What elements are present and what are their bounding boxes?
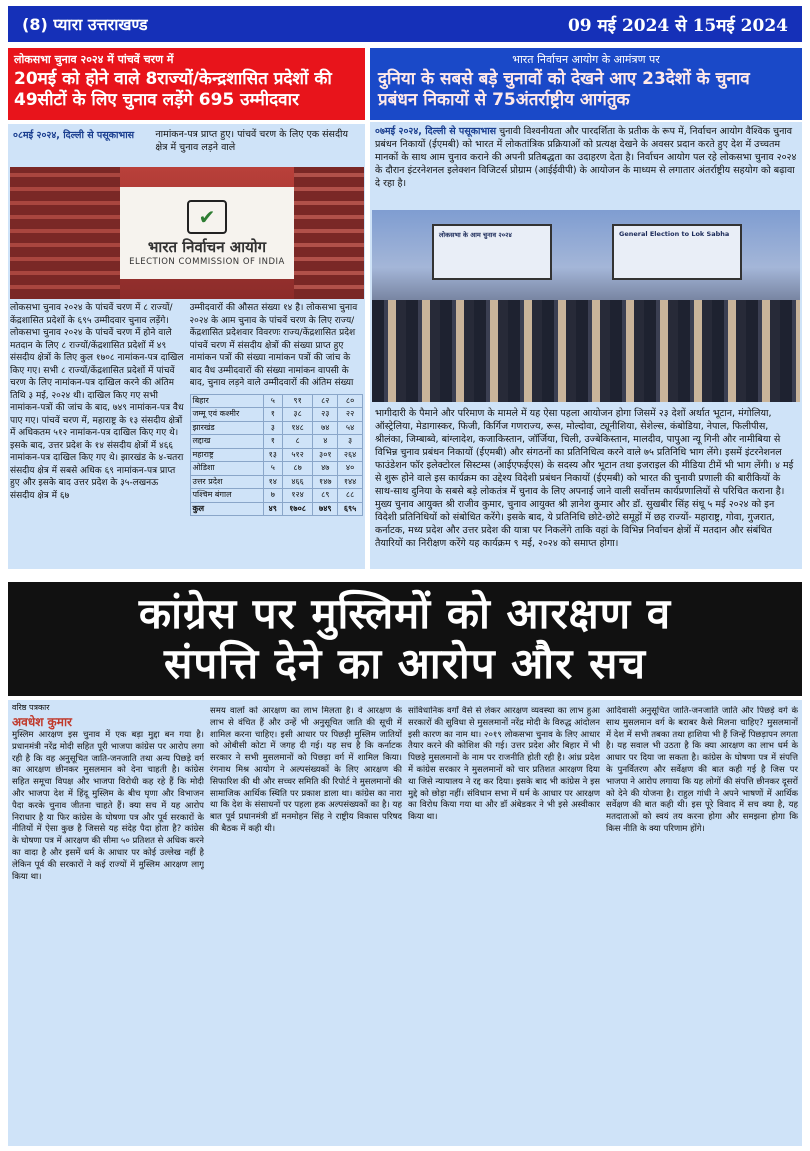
delegates-crowd (372, 300, 800, 402)
table-cell: कुल (190, 502, 263, 516)
table-cell: ८२ (313, 394, 338, 408)
building-left (10, 167, 120, 299)
right-intro-block (370, 122, 802, 193)
left-article-body (10, 302, 363, 568)
table-cell: ३ (338, 435, 363, 449)
ballot-icon: ✔ (187, 200, 227, 234)
table-cell: बिहार (190, 394, 263, 408)
table-row (190, 489, 363, 503)
table-cell: ५ (263, 462, 282, 476)
screen-left-text: लोकसभा के आम चुनाव २०२४ (439, 231, 512, 239)
page-label: (8) प्यारा उत्तराखण्ड (22, 15, 148, 34)
table-cell: ओडिशा (190, 462, 263, 476)
table-cell: ८ (282, 435, 313, 449)
right-headline-banner (370, 48, 802, 120)
main-headline-line1: कांग्रेस पर मुस्लिमों को आरक्षण व (138, 589, 672, 638)
left-kicker: लोकसभा चुनाव २०२४ में पांचवें चरण में (14, 53, 174, 66)
table-cell: १३ (263, 448, 282, 462)
table-cell: १४७ (313, 475, 338, 489)
delegates-group-photo (372, 210, 800, 402)
left-body-col1: लोकसभा चुनाव २०२४ के पांचवें चरण में ८ राज्यों/केंद्रशासित प्रदेशों के ६९५ उम्मीदवार चुनाव लड़ेंगे। लोकसभा चुनाव २०२४ के पांचवें चरण में होने वाले मतदान के लिए ८ राज्यों/केंद्रशासित प्रदेशों में ४९ संसदीय क्षेत्रों के लिए कुल १७०८ नामांकन-पत्र दाखिल किए गए। सभी ८ राज्यों/केंद्रशासित प्रदेशों में पांचवें चरण के लिए नामांकन-पत्र दाखिल करने की अंतिम तिथि ३ मई, २०२४ थी। दाखिल किए गए सभी नामांकन-पत्रों की जांच के बाद, ७४९ नामांकन-पत्र वैध पाए गए। पांचवें चरण में, महाराष्ट्र के १३ संसदीय क्षेत्रों में अधिकतम ५१२ नामांकन-पत्र दाखिल किए गए थे। इसके बाद, उत्तर प्रदेश के १४ संसदीय क्षेत्रों में ४६६ नामांकन-पत्र दाखिल किए गए थे। झारखंड के ४-चतरा संसदीय क्षेत्र में सबसे अधिक ६९ नामांकन-पत्र प्राप्त हुए और इसके बाद उत्तर प्रदेश के ३५-लखनऊ संसदीय क्षेत्र में ६७ (10, 303, 184, 501)
table-cell: ३०१ (313, 448, 338, 462)
table-cell: १ (263, 408, 282, 422)
table-row (190, 408, 363, 422)
eci-building-photo (10, 167, 364, 299)
table-cell: ९१ (282, 394, 313, 408)
table-cell: ८० (338, 394, 363, 408)
author-role: वरिष्ठ पत्रकार (12, 703, 50, 712)
author-name: अवधेश कुमार (12, 715, 72, 729)
author-byline (12, 702, 72, 730)
building-right (294, 167, 364, 299)
left-headline: 20मई को होने वाले 8राज्यों/केन्द्रशासित प्रदेशों की 49सीटों के लिए चुनाव लड़ेंगे 695 उम्मीदवार (14, 69, 332, 110)
issue-date: 09 मई 2024 से 15मई 2024 (567, 15, 788, 36)
eci-signboard (120, 187, 294, 279)
opinion-col3: सांविधानिक वर्गों वैसे से लेकर आरक्षण व्यवस्था का लाभ हुआ सरकारों की सुविधा से मुसलमानों नरेंद्र मोदी के विरुद्ध आंदोलन इसी कारण का नाम था। २०१९ लोकसभा चुनाव के लिए आधार तैयार करने की कोशिश की गई। उत्तर प्रदेश और बिहार में भी पिछड़े मुसलमानों के नाम पर राजनीति होती रही है। आंध्र प्रदेश में कांग्रेस सरकार ने मुसलमानों को चार प्रतिशत आरक्षण दिया था जिसे न्यायालय ने रद्द कर दिया। इसके बाद भी कांग्रेस ने इस मुद्दे को छोड़ा नहीं। संविधान सभा में धर्म के आधार पर आरक्षण का विरोध किया गया था और डॉ अंबेडकर ने भी इसे अस्वीकार किया था। (408, 706, 600, 823)
table-row (190, 502, 363, 516)
table-cell: ३८ (282, 408, 313, 422)
screen-right-text: General Election to Lok Sabha (619, 230, 730, 238)
table-row (190, 435, 363, 449)
left-body-col2 (190, 302, 364, 568)
table-cell: ४ (313, 435, 338, 449)
table-cell: ५४ (338, 421, 363, 435)
left-body-col2-text: उम्मीदवारों की औसत संख्या १४ है। लोकसभा चुनाव २०२४ के आम चुनाव के पांचवें चरण के लिए राज्य/केंद्रशासित प्रदेशवार विवरणः राज्य/केंद्रशासित प्रदेश पांचवें चरण में संसदीय क्षेत्रों की संख्या प्राप्त हुए नामांकन पत्रों की संख्या नामांकन पत्रों की जांच के बाद वैध उम्मीदवारों की संख्या नामांकन वापसी के बाद, चुनाव लड़ने वाले उम्मीदवारों की अंतिम संख्या (189, 303, 358, 388)
left-dateline: ०८मई २०२४, दिल्ली से पसूकाभास (13, 130, 135, 141)
stage-screen-right (612, 224, 742, 280)
table-cell: ५१२ (282, 448, 313, 462)
table-cell: १२४ (282, 489, 313, 503)
left-intro: नामांकन-पत्र प्राप्त हुए। पांचवें चरण के लिए एक संसदीय क्षेत्र में चुनाव लड़ने वाले (155, 129, 348, 153)
table-cell: पश्चिम बंगाल (190, 489, 263, 503)
right-body: भागीदारी के पैमाने और परिमाण के मामले में यह ऐसा पहला आयोजन होगा जिसमें २३ देशों अर्थात भूटान, मंगोलिया, ऑस्ट्रेलिया, मेडागास्कर, फिजी, किर्गिज गणराज्य, रूस, मोल्दोवा, ट्यूनीशिया, सेशेल्स, कंबोडिया, नेपाल, फिलीपीस, श्रीलंका, जिम्बाब्वे, बांग्लादेश, कजाकिस्तान, जॉर्जिया, चिली, उज्बेकिस्तान, मालदीव, पापुआ न्यू गिनी और नामीबिया से विभिन्न चुनाव प्रबंधन निकायों (ईएमबी) और संगठनों का प्रतिनिधित्व करने वाले ७५ प्रतिनिधि भाग लेंगे। इसमें इंटरनेशनल फाउंडेशन फॉर इलेक्टोरल सिस्टम्स (आईएफईएस) के सदस्य और भूटान तथा इजराइल की मीडिया टीमें भी भाग लेंगी। ४ मई से शुरू होने वाले इस कार्यक्रम का उद्देश्य विदेशी प्रबंधन निकायों (ईएमबी) को भारत की चुनावी प्रणाली की बारीकियों के साथ-साथ दुनिया के सबसे बड़े लोकतंत्र में चुनाव के लिए अपनाई जाने वाली सर्वोत्तम कार्यप्रणालियों से परिचित कराना है। मुख्य चुनाव आयुक्त श्री राजीव कुमार, चुनाव आयुक्त श्री ज्ञानेश कुमार और डॉ. सुखबीर सिंह संधू ५ मई २०२४ को इन विदेशी प्रतिनिधियों को संबोधित करेंगे। इसके बाद, ये प्रतिनिधि छोटे-छोटे समूहों में छह राज्यों- महाराष्ट्र, गोवा, गुजरात, कर्नाटक, मध्य प्रदेश और उत्तर प्रदेश की यात्रा पर निकलेंगे ताकि वहां के विभिन्न निर्वाचन क्षेत्रों में मतदान और संबंधित तैयारियों का निरीक्षण करेंगे यह कार्यक्रम ९ मई, २०२४ को समाप्त होगा। (375, 408, 794, 549)
right-intro: चुनावी विश्वनीयता और पारदर्शिता के प्रतीक के रूप में, निर्वाचन आयोग वैश्विक चुनाव प्रबंधन निकायों (ईएमबी) को भारत में लोकतांत्रिक प्रक्रियाओं को प्रत्यक्ष देखने के अवसर प्रदान करते हुए देश में उच्चतम मानकों के साथ आम चुनाव कराने की अपनी प्रतिबद्धता का उदाहरण देता है। निर्वाचन आयोग पल रहे लोकसभा चुनाव २०२४ के दौरान इंटरनेशनल इलेक्शन विजिटर्स प्रोग्राम (आईईवीपी) के आयोजन के माध्यम से लगातार अंतर्राष्ट्रीय सहयोग को बढ़ावा दे रहा है। (375, 126, 797, 189)
eci-title-hindi: भारत निर्वाचन आयोग (147, 237, 267, 256)
table-cell: १४८ (282, 421, 313, 435)
table-cell: ४६६ (282, 475, 313, 489)
main-headline-banner (8, 582, 802, 696)
table-cell: २२ (338, 408, 363, 422)
table-row (190, 421, 363, 435)
opinion-article (8, 700, 802, 1146)
table-row (190, 475, 363, 489)
opinion-col2: समय वालों को आरक्षण का लाभ मिलता है। वे आरक्षण के लाभ से वंचित हैं और उन्हें भी अनुसूचित जाति की सूची में शामिल करना चाहिए। इसी आधार पर पिछड़ी मुस्लिम जातियों को ओबीसी कोटा में जगह दी गई। यह सच है कि कर्नाटक सरकार ने सभी मुसलमानों को पिछड़ा वर्ग में शामिल किया। रंगनाथ मिश्र आयोग ने अल्पसंख्यकों के लिए आरक्षण की सिफारिश की थी और सच्चर समिति की रिपोर्ट ने मुसलमानों की सामाजिक आर्थिक स्थिति पर प्रकाश डाला था। कांग्रेस का नारा था कि देश के संसाधनों पर पहला हक अल्पसंख्यकों का है। यह बात पूर्व प्रधानमंत्री डॉ मनमोहन सिंह ने राष्ट्रीय विकास परिषद की बैठक में कही थी। (210, 706, 402, 834)
table-cell: २३ (313, 408, 338, 422)
table-cell: ५ (263, 394, 282, 408)
table-cell: ७४ (313, 421, 338, 435)
table-cell: ४७ (313, 462, 338, 476)
table-cell: १७०८ (282, 502, 313, 516)
table-cell: झारखंड (190, 421, 263, 435)
right-kicker: भारत निर्वाचन आयोग के आमंत्रण पर (512, 53, 660, 66)
table-cell: ८९ (313, 489, 338, 503)
table-cell: ८७ (282, 462, 313, 476)
table-row (190, 394, 363, 408)
table-cell: उत्तर प्रदेश (190, 475, 263, 489)
table-cell: १४४ (338, 475, 363, 489)
table-row (190, 448, 363, 462)
table-cell: जम्मू एवं कश्मीर (190, 408, 263, 422)
left-headline-banner (8, 48, 365, 120)
main-headline-line2: संपत्ति देने का आरोप और सच (163, 639, 647, 688)
table-cell: ३ (263, 421, 282, 435)
masthead (8, 6, 802, 42)
table-cell: ८८ (338, 489, 363, 503)
opinion-columns (12, 706, 798, 1144)
table-cell: ७ (263, 489, 282, 503)
table-cell: ४९ (263, 502, 282, 516)
stage-screen-left (432, 224, 552, 280)
table-cell: ४० (338, 462, 363, 476)
eci-title-english: ELECTION COMMISSION OF INDIA (129, 256, 285, 267)
table-cell: १४ (263, 475, 282, 489)
opinion-col4: आदिवासी अनुसूचित जाति-जनजाति जाति और पिछड़े वर्ग के साथ मुसलमान वर्ग के बराबर कैसे मिलना चाहिए? मुसलमानों में देश में सभी तबका तथा हाशिया भी हैं जिन्हें पिछड़ापन लगता है। यह सवाल भी उठता है कि क्या आरक्षण का लाभ धर्म के आधार पर दिया जा सकता है। कांग्रेस के घोषणा पत्र में संपत्ति के पुनर्वितरण और सर्वेक्षण की बात कही गई है जिस पर भाजपा ने आरोप लगाया कि यह लोगों की संपत्ति छीनकर दूसरों को देने की योजना है। राहुल गांधी ने अपने भाषणों में आर्थिक सर्वेक्षण की बात कही थी। इस पूरे विवाद में सच क्या है, यह मतदाताओं को स्वयं तय करना होगा और समझना होगा कि किस नीति के क्या परिणाम होंगे। (606, 706, 798, 834)
candidates-table (190, 394, 364, 517)
opinion-col1: मुस्लिम आरक्षण इस चुनाव में एक बड़ा मुद्दा बन गया है। प्रधानमंत्री नरेंद्र मोदी सहित पूरी भाजपा कांग्रेस पर आरोप लगा रही है कि वह अनुसूचित जाति-जनजाति तथा अन्य पिछड़े वर्ग का आरक्षण छीनकर मुसलमान को देना चाहती है। कांग्रेस सहित समूचा विपक्ष और भाजपा विरोधी कह रहे हैं कि मोदी और भाजपा देश में हिंदू मुस्लिम के बीच घृणा और विभाजन पैदा करके चुनाव जीतना चाहते हैं। क्या सच में यह आरोप निराधार है या फिर कांग्रेस के घोषणा पत्र और पूर्व सरकारों के नीतियों में ऐसा कुछ है जिससे यह संदेह पैदा होता है? कांग्रेस के घोषणा पत्र में आरक्षण की सीमा ५० प्रतिशत से अधिक करने का वादा है और इसमें धर्म के आधार पर कोई उल्लेख नहीं है लेकिन पूर्व की सरकारों ने कई राज्यों में मुस्लिम आरक्षण लागू किया था। (12, 730, 204, 882)
table-cell: लद्दाख (190, 435, 263, 449)
right-dateline: ०७मई २०२४, दिल्ली से पसूकाभास (375, 126, 497, 137)
table-cell: २६४ (338, 448, 363, 462)
right-headline: दुनिया के सबसे बड़े चुनावों को देखने आए 23देशों के चुनाव प्रबंधन निकायों से 75अंतर्राष्ट्रीय आगंतुक (378, 69, 750, 110)
table-cell: ७४९ (313, 502, 338, 516)
table-cell: १ (263, 435, 282, 449)
table-row (190, 462, 363, 476)
table-cell: महाराष्ट्र (190, 448, 263, 462)
table-cell: ६९५ (338, 502, 363, 516)
